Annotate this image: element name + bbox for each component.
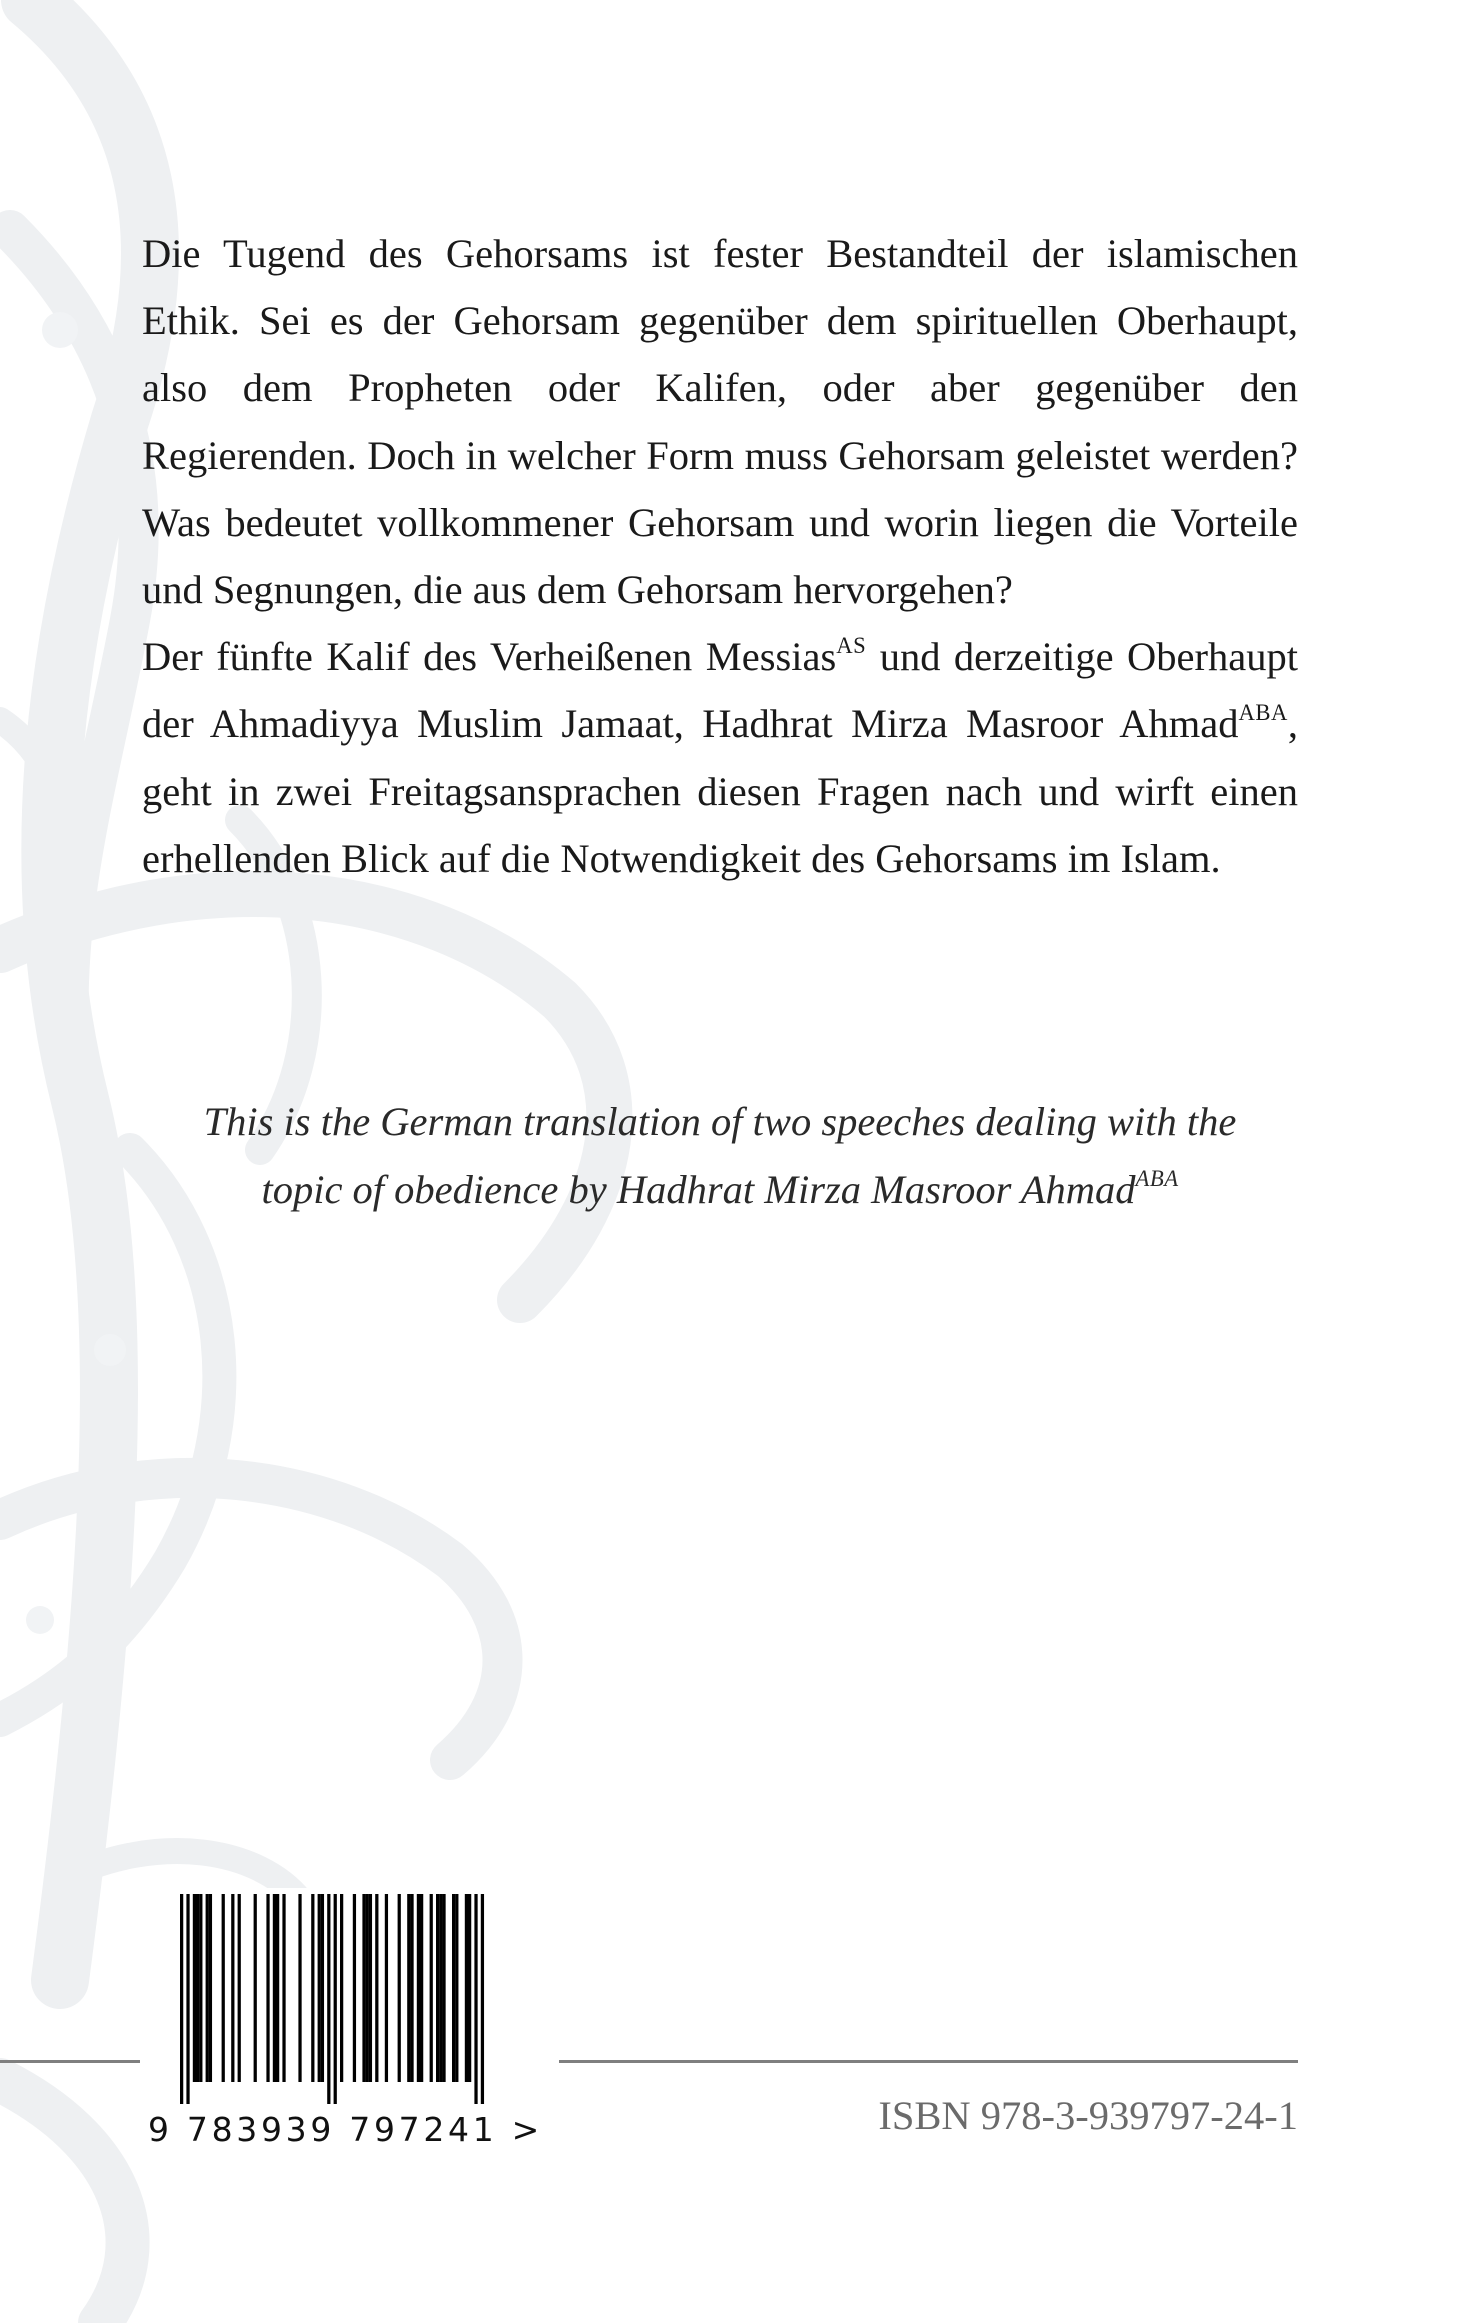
translation-note-line-2-text: topic of obedience by Hadhrat Mirza Masroor Ahmad: [261, 1166, 1136, 1212]
barcode-bars: [180, 1894, 515, 2104]
honorific-as: AS: [836, 633, 867, 659]
barcode-bar: [186, 1894, 189, 2104]
blurb-paragraph-1: Die Tugend des Gehorsams ist fester Bestandteil der islamischen Ethik. Sei es der Gehorsam gegenüber dem spirituellen Oberhaupt, also dem Propheten oder Kalifen, oder aber gegenüber den Regierenden. Doch in welcher Form muss Gehorsam geleistet werden? Was bedeutet vollkommener Gehorsam und worin liegen die Vorteile und Segnungen, die aus dem Gehorsam hervorgehen?: [142, 231, 1298, 613]
barcode-bar: [417, 1894, 420, 2082]
barcode-bar: [199, 1894, 202, 2082]
barcode-bar: [327, 1894, 330, 2104]
blurb-text: [142, 220, 1298, 892]
barcode-bar: [362, 1894, 365, 2082]
barcode-bar: [298, 1894, 301, 2082]
barcode-bar: [481, 1894, 484, 2104]
barcode-bar: [410, 1894, 413, 2082]
barcode-bar: [282, 1894, 285, 2082]
barcode-bar: [334, 1894, 337, 2104]
barcode-bar: [420, 1894, 423, 2082]
barcode-bar: [369, 1894, 372, 2082]
barcode-bar: [273, 1894, 276, 2082]
barcode-bar: [452, 1894, 455, 2082]
barcode-bar: [455, 1894, 458, 2082]
barcode-bar: [180, 1894, 183, 2104]
barcode-bar: [318, 1894, 321, 2082]
divider-left: [0, 2060, 140, 2063]
barcode-bar: [276, 1894, 279, 2082]
barcode-bar: [442, 1894, 445, 2082]
barcode-bar: [196, 1894, 199, 2082]
barcode-bar: [398, 1894, 401, 2082]
barcode-bar: [209, 1894, 212, 2082]
barcode-digits: 9 783939 797241 >: [148, 2110, 543, 2149]
barcode-bar: [375, 1894, 378, 2082]
isbn-label: ISBN 978-3-939797-24-1: [878, 2093, 1298, 2138]
blurb-paragraph-2-part-1: Der fünfte Kalif des Verheißenen Messias: [142, 634, 837, 680]
barcode-bar: [353, 1894, 356, 2082]
barcode-bar: [474, 1894, 477, 2104]
barcode-bar: [340, 1894, 343, 2082]
barcode-bar: [436, 1894, 439, 2082]
translation-note-honorific: ABA: [1135, 1165, 1179, 1191]
barcode-bar: [430, 1894, 433, 2082]
divider-right: [559, 2060, 1298, 2063]
barcode-bar: [193, 1894, 196, 2082]
translation-note-line-2: [142, 1156, 1298, 1224]
barcode-bar: [385, 1894, 388, 2082]
barcode-bar: [366, 1894, 369, 2082]
blurb-paragraph-2-part-3: , geht in zwei Freitagsansprachen diesen Fragen nach und wirft einen erhellenden Blick auf die Notwendigkeit des Gehorsams im Islam.: [142, 701, 1298, 881]
barcode-bar: [266, 1894, 269, 2082]
barcode-block: [140, 1888, 557, 2152]
translation-note: [142, 1088, 1298, 1223]
honorific-aba: ABA: [1238, 700, 1288, 726]
barcode-bar: [407, 1894, 410, 2082]
barcode-bar: [311, 1894, 314, 2082]
blurb-paragraph-2: [142, 623, 1298, 892]
barcode-bar: [231, 1894, 234, 2082]
barcode-bar: [468, 1894, 471, 2082]
translation-note-line-1: This is the German translation of two speeches dealing with the: [203, 1099, 1237, 1144]
barcode-bar: [439, 1894, 442, 2082]
barcode-bar: [321, 1894, 324, 2082]
barcode-bar: [465, 1894, 468, 2082]
blurb-paragraph-2-part-2: und derzeitige Oberhaupt der Ahmadiyya Muslim Jamaat, Hadhrat Mirza Masroor Ahmad: [142, 634, 1298, 747]
barcode-bar: [238, 1894, 241, 2082]
barcode-bar: [206, 1894, 209, 2082]
barcode-bar: [222, 1894, 225, 2082]
barcode-bar: [254, 1894, 257, 2082]
